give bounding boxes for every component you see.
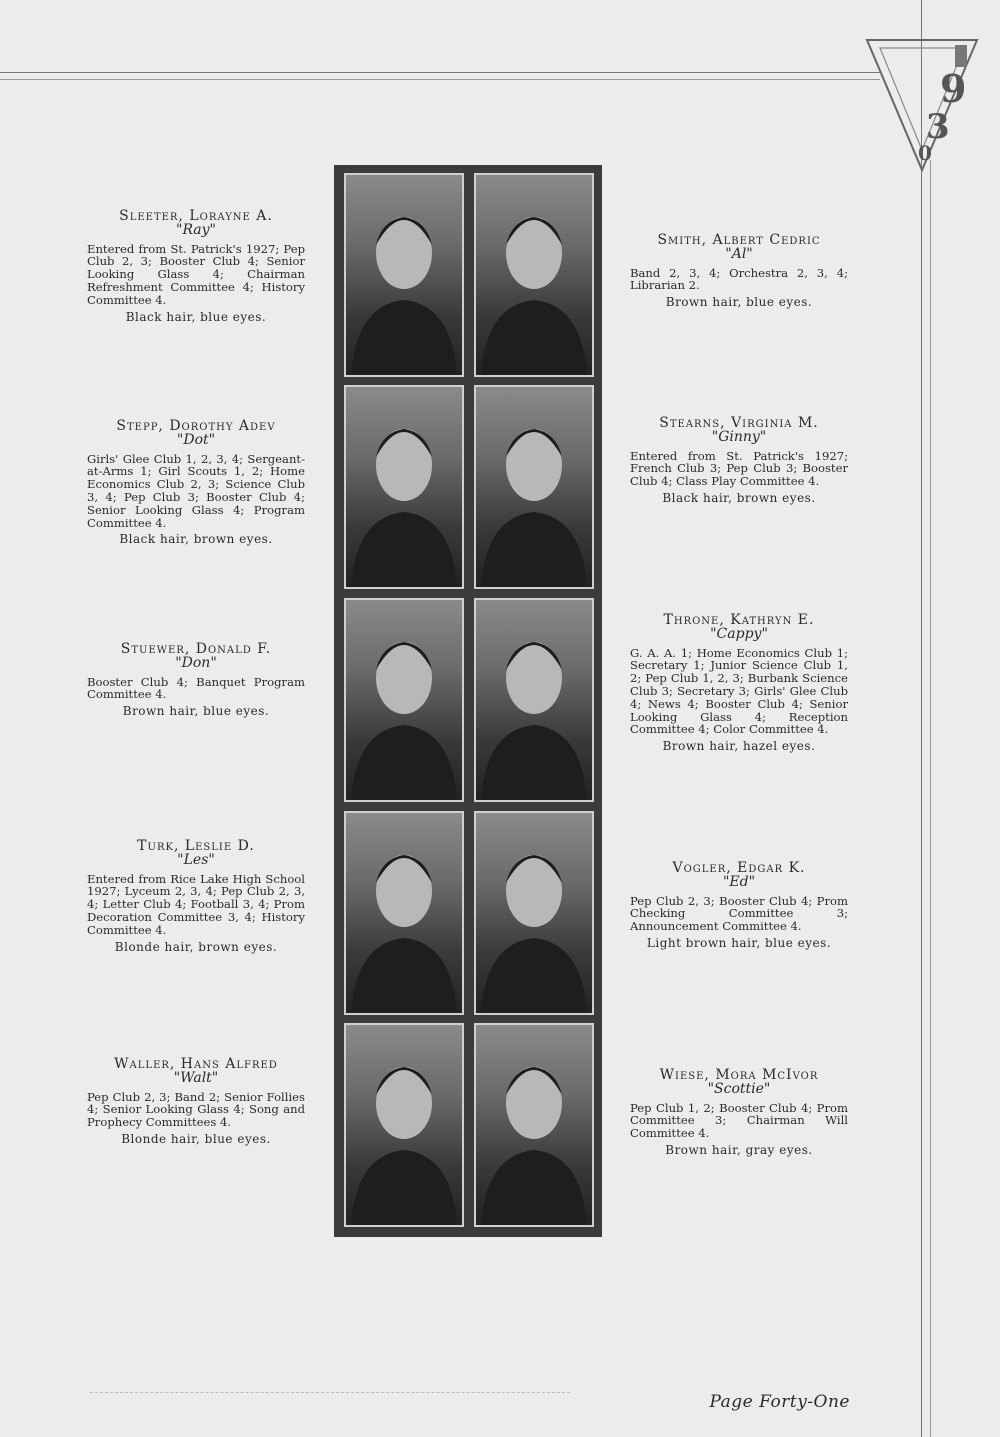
emblem-digit-2: 3 (926, 107, 950, 147)
student-activities: G. A. A. 1; Home Economics Club 1; Secretary 1; Junior Science Club 1, 2; Pep Club 1, 2, 3; Burbank Science Club 3; Secretary 3; Girls' Glee Club 4; News 4; Booster Club 4; Senior Looking Glass 4; Reception Committee 4; Color Committee 4. (630, 645, 848, 737)
student-nickname: "Ed" (722, 873, 756, 890)
student-nickname: "Les" (177, 851, 215, 868)
year-emblem (862, 30, 982, 180)
portrait-photo (474, 173, 594, 377)
portrait-photo (474, 811, 594, 1015)
portrait-photo (344, 1023, 464, 1227)
student-traits: Black hair, blue eyes. (125, 309, 267, 324)
student-name: Stearns, Virginia M. (659, 415, 819, 431)
right-rule-inner (930, 160, 931, 1437)
student-activities: Band 2, 3, 4; Orchestra 2, 3, 4; Librarian 2. (630, 265, 848, 293)
senior-entry (87, 1058, 305, 1146)
portrait-silhouette (346, 813, 462, 1013)
student-activities: Pep Club 2, 3; Booster Club 4; Prom Checking Committee 3; Announcement Committee 4. (630, 893, 848, 934)
student-name: Sleeter, Lorayne A. (119, 208, 273, 224)
photo-strip (334, 165, 602, 1237)
student-nickname: "Ray" (176, 221, 216, 238)
portrait-silhouette (476, 600, 592, 800)
portrait-photo (474, 385, 594, 589)
senior-entry (87, 210, 305, 323)
senior-entry (87, 643, 305, 718)
portrait-silhouette (476, 387, 592, 587)
emblem-digit-3: 0 (918, 141, 932, 165)
top-rule (0, 72, 880, 73)
portrait-photo (344, 173, 464, 377)
page-number: Page Forty-One (709, 1392, 850, 1412)
top-rule-inner (0, 79, 880, 80)
student-traits: Brown hair, blue eyes. (665, 295, 813, 310)
portrait-silhouette (346, 175, 462, 375)
student-activities: Entered from Rice Lake High School 1927; Lyceum 2, 3, 4; Pep Club 2, 3, 4; Letter Club 4; Football 3, 4; Prom Decoration Committee 3, 4; History Committee 4. (87, 871, 305, 937)
student-name: Turk, Leslie D. (137, 838, 255, 854)
student-traits: Blonde hair, blue eyes. (121, 1131, 271, 1146)
portrait-photo (344, 385, 464, 589)
student-activities: Pep Club 2, 3; Band 2; Senior Follies 4; Senior Looking Glass 4; Song and Prophecy Committees 4. (87, 1089, 305, 1130)
portrait-silhouette (346, 1025, 462, 1225)
student-nickname: "Walt" (173, 1069, 219, 1086)
portrait-silhouette (346, 387, 462, 587)
senior-entry (630, 234, 848, 309)
senior-entry (87, 420, 305, 546)
student-traits: Blonde hair, brown eyes. (114, 939, 278, 954)
senior-entry (630, 862, 848, 950)
student-nickname: "Don" (175, 654, 217, 671)
student-activities: Entered from St. Patrick's 1927; Pep Club 2, 3; Booster Club 4; Senior Looking Glass 4; Chairman Refreshment Committee 4; History Committee 4. (87, 241, 305, 307)
student-name: Wiese, Mora McIvor (659, 1067, 819, 1083)
student-activities: Pep Club 1, 2; Booster Club 4; Prom Committee 3; Chairman Will Committee 4. (630, 1100, 848, 1141)
student-name: Throne, Kathryn E. (663, 612, 815, 628)
senior-entry (630, 614, 848, 753)
footer-rule (90, 1392, 570, 1393)
student-activities: Entered from St. Patrick's 1927; French Club 3; Pep Club 3; Booster Club 4; Class Play Committee 4. (630, 448, 848, 489)
portrait-photo (344, 811, 464, 1015)
student-traits: Light brown hair, blue eyes. (646, 935, 832, 950)
student-traits: Brown hair, hazel eyes. (662, 739, 816, 754)
senior-entry (630, 1069, 848, 1157)
student-nickname: "Scottie" (707, 1080, 771, 1097)
portrait-silhouette (346, 600, 462, 800)
student-nickname: "Dot" (176, 431, 216, 448)
emblem-digit-1: 9 (940, 66, 967, 111)
right-rule (921, 0, 922, 1437)
portrait-silhouette (476, 175, 592, 375)
student-nickname: "Ginny" (711, 428, 767, 445)
portrait-silhouette (476, 1025, 592, 1225)
student-traits: Black hair, brown eyes. (662, 490, 816, 505)
student-name: Vogler, Edgar K. (672, 860, 806, 876)
senior-entry (87, 840, 305, 953)
student-name: Waller, Hans Alfred (114, 1056, 278, 1072)
portrait-photo (474, 598, 594, 802)
student-name: Smith, Albert Cedric (657, 232, 821, 248)
portrait-photo (344, 598, 464, 802)
student-activities: Booster Club 4; Banquet Program Committee 4. (87, 674, 305, 702)
student-activities: Girls' Glee Club 1, 2, 3, 4; Sergeant-at-Arms 1; Girl Scouts 1, 2; Home Economics Club 2, 3; Science Club 3, 4; Pep Club 3; Booster Club 4; Senior Looking Glass 4; Program Committee 4. (87, 451, 305, 530)
senior-entry (630, 417, 848, 505)
student-nickname: "Al" (725, 245, 753, 262)
student-traits: Brown hair, gray eyes. (665, 1142, 813, 1157)
student-traits: Black hair, brown eyes. (119, 532, 273, 547)
student-traits: Brown hair, blue eyes. (122, 704, 270, 719)
portrait-silhouette (476, 813, 592, 1013)
portrait-photo (474, 1023, 594, 1227)
student-name: Stepp, Dorothy Adev (116, 418, 276, 434)
student-nickname: "Cappy" (710, 625, 768, 642)
student-name: Stuewer, Donald F. (120, 641, 272, 657)
